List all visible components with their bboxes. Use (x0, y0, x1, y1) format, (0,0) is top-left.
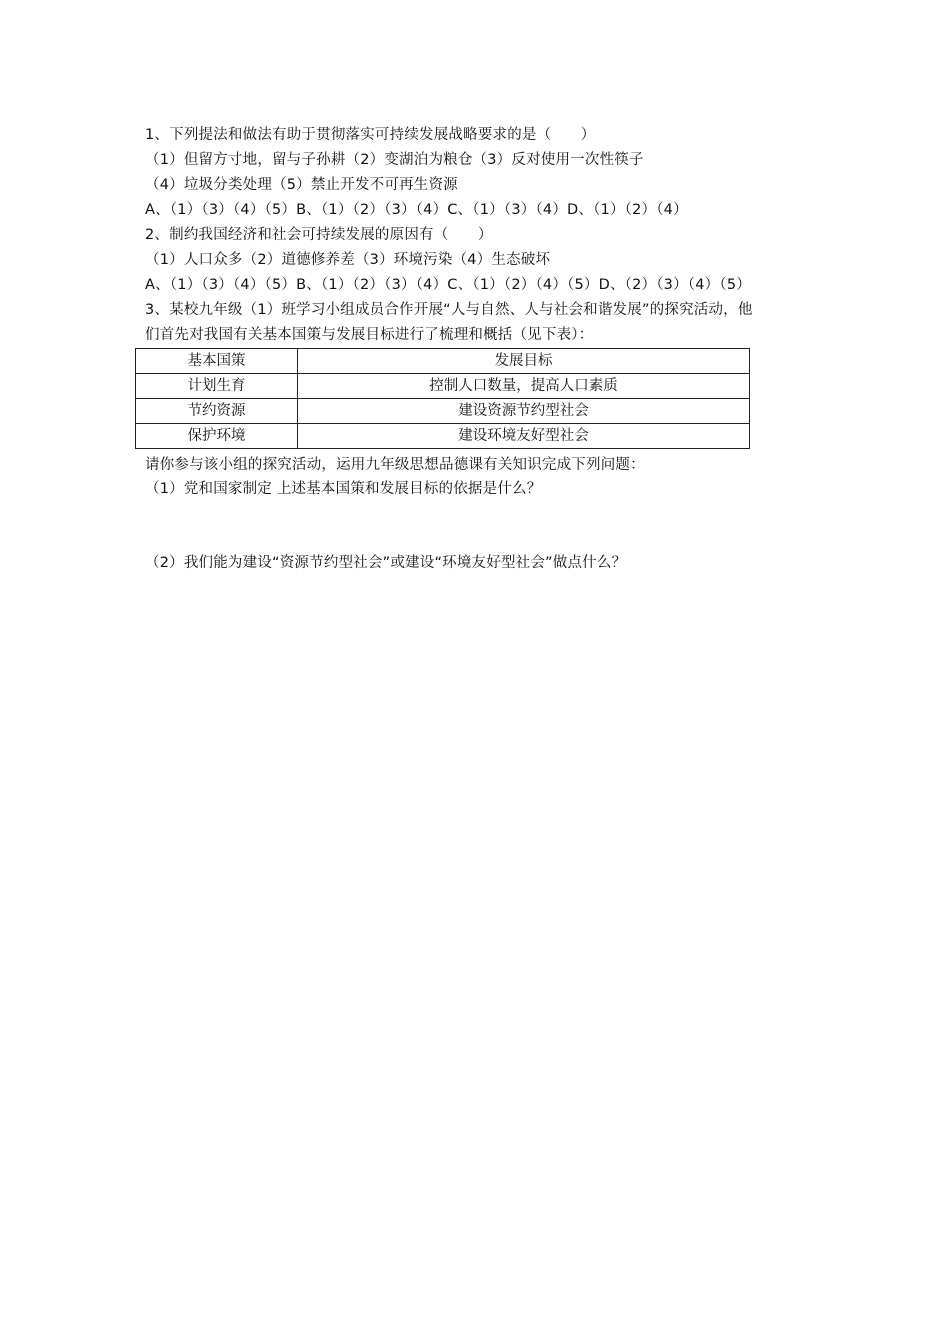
question-1-items-line-1: （1）但留方寸地，留与子孙耕（2）变湖泊为粮仓（3）反对使用一次性筷子 (145, 152, 644, 168)
question-3-stem-line-1: 3、某校九年级（1）班学习小组成员合作开展“人与自然、人与社会和谐发展”的探究活动，他 (145, 302, 753, 318)
table-cell: 节约资源 (136, 399, 298, 424)
question-3-stem-line-2: 们首先对我国有关基本国策与发展目标进行了梳理和概括（见下表）： (145, 327, 594, 343)
table-header-cell: 发展目标 (298, 349, 750, 374)
question-2-stem: 2、制约我国经济和社会可持续发展的原因有（ ） (145, 227, 493, 243)
question-1-options: A、（1）（3）（4）（5）B、（1）（2）（3）（4）C、（1）（3）（4）D、（1）（2）（4） (145, 202, 688, 218)
table-cell: 建设资源节约型社会 (298, 399, 750, 424)
question-2-options: A、（1）（3）（4）（5）B、（1）（2）（3）（4）C、（1）（2）（4）（5）D、（2）（3）（4）（5） (145, 277, 751, 293)
table-cell: 控制人口数量，提高人口素质 (298, 374, 750, 399)
table-header-row (136, 349, 750, 374)
table-row (136, 374, 750, 399)
table-cell: 计划生育 (136, 374, 298, 399)
table-row (136, 399, 750, 424)
question-2-items: （1）人口众多（2）道德修养差（3）环境污染（4）生态破坏 (145, 252, 551, 268)
table-row (136, 424, 750, 449)
question-3-instruction: 请你参与该小组的探究活动，运用九年级思想品德课有关知识完成下列问题： (145, 457, 645, 473)
table-header-cell: 基本国策 (136, 349, 298, 374)
question-3-sub-question-2: （2）我们能为建设“资源节约型社会”或建设“环境友好型社会”做点什么？ (145, 555, 627, 571)
question-1-items-line-2: （4）垃圾分类处理（5）禁止开发不可再生资源 (145, 177, 458, 193)
question-1-stem: 1、下列提法和做法有助于贯彻落实可持续发展战略要求的是（ ） (145, 127, 596, 143)
table-cell: 建设环境友好型社会 (298, 424, 750, 449)
table-cell: 保护环境 (136, 424, 298, 449)
policy-table (135, 348, 750, 449)
question-3-sub-question-1: （1）党和国家制定 上述基本国策和发展目标的依据是什么？ (145, 481, 542, 497)
